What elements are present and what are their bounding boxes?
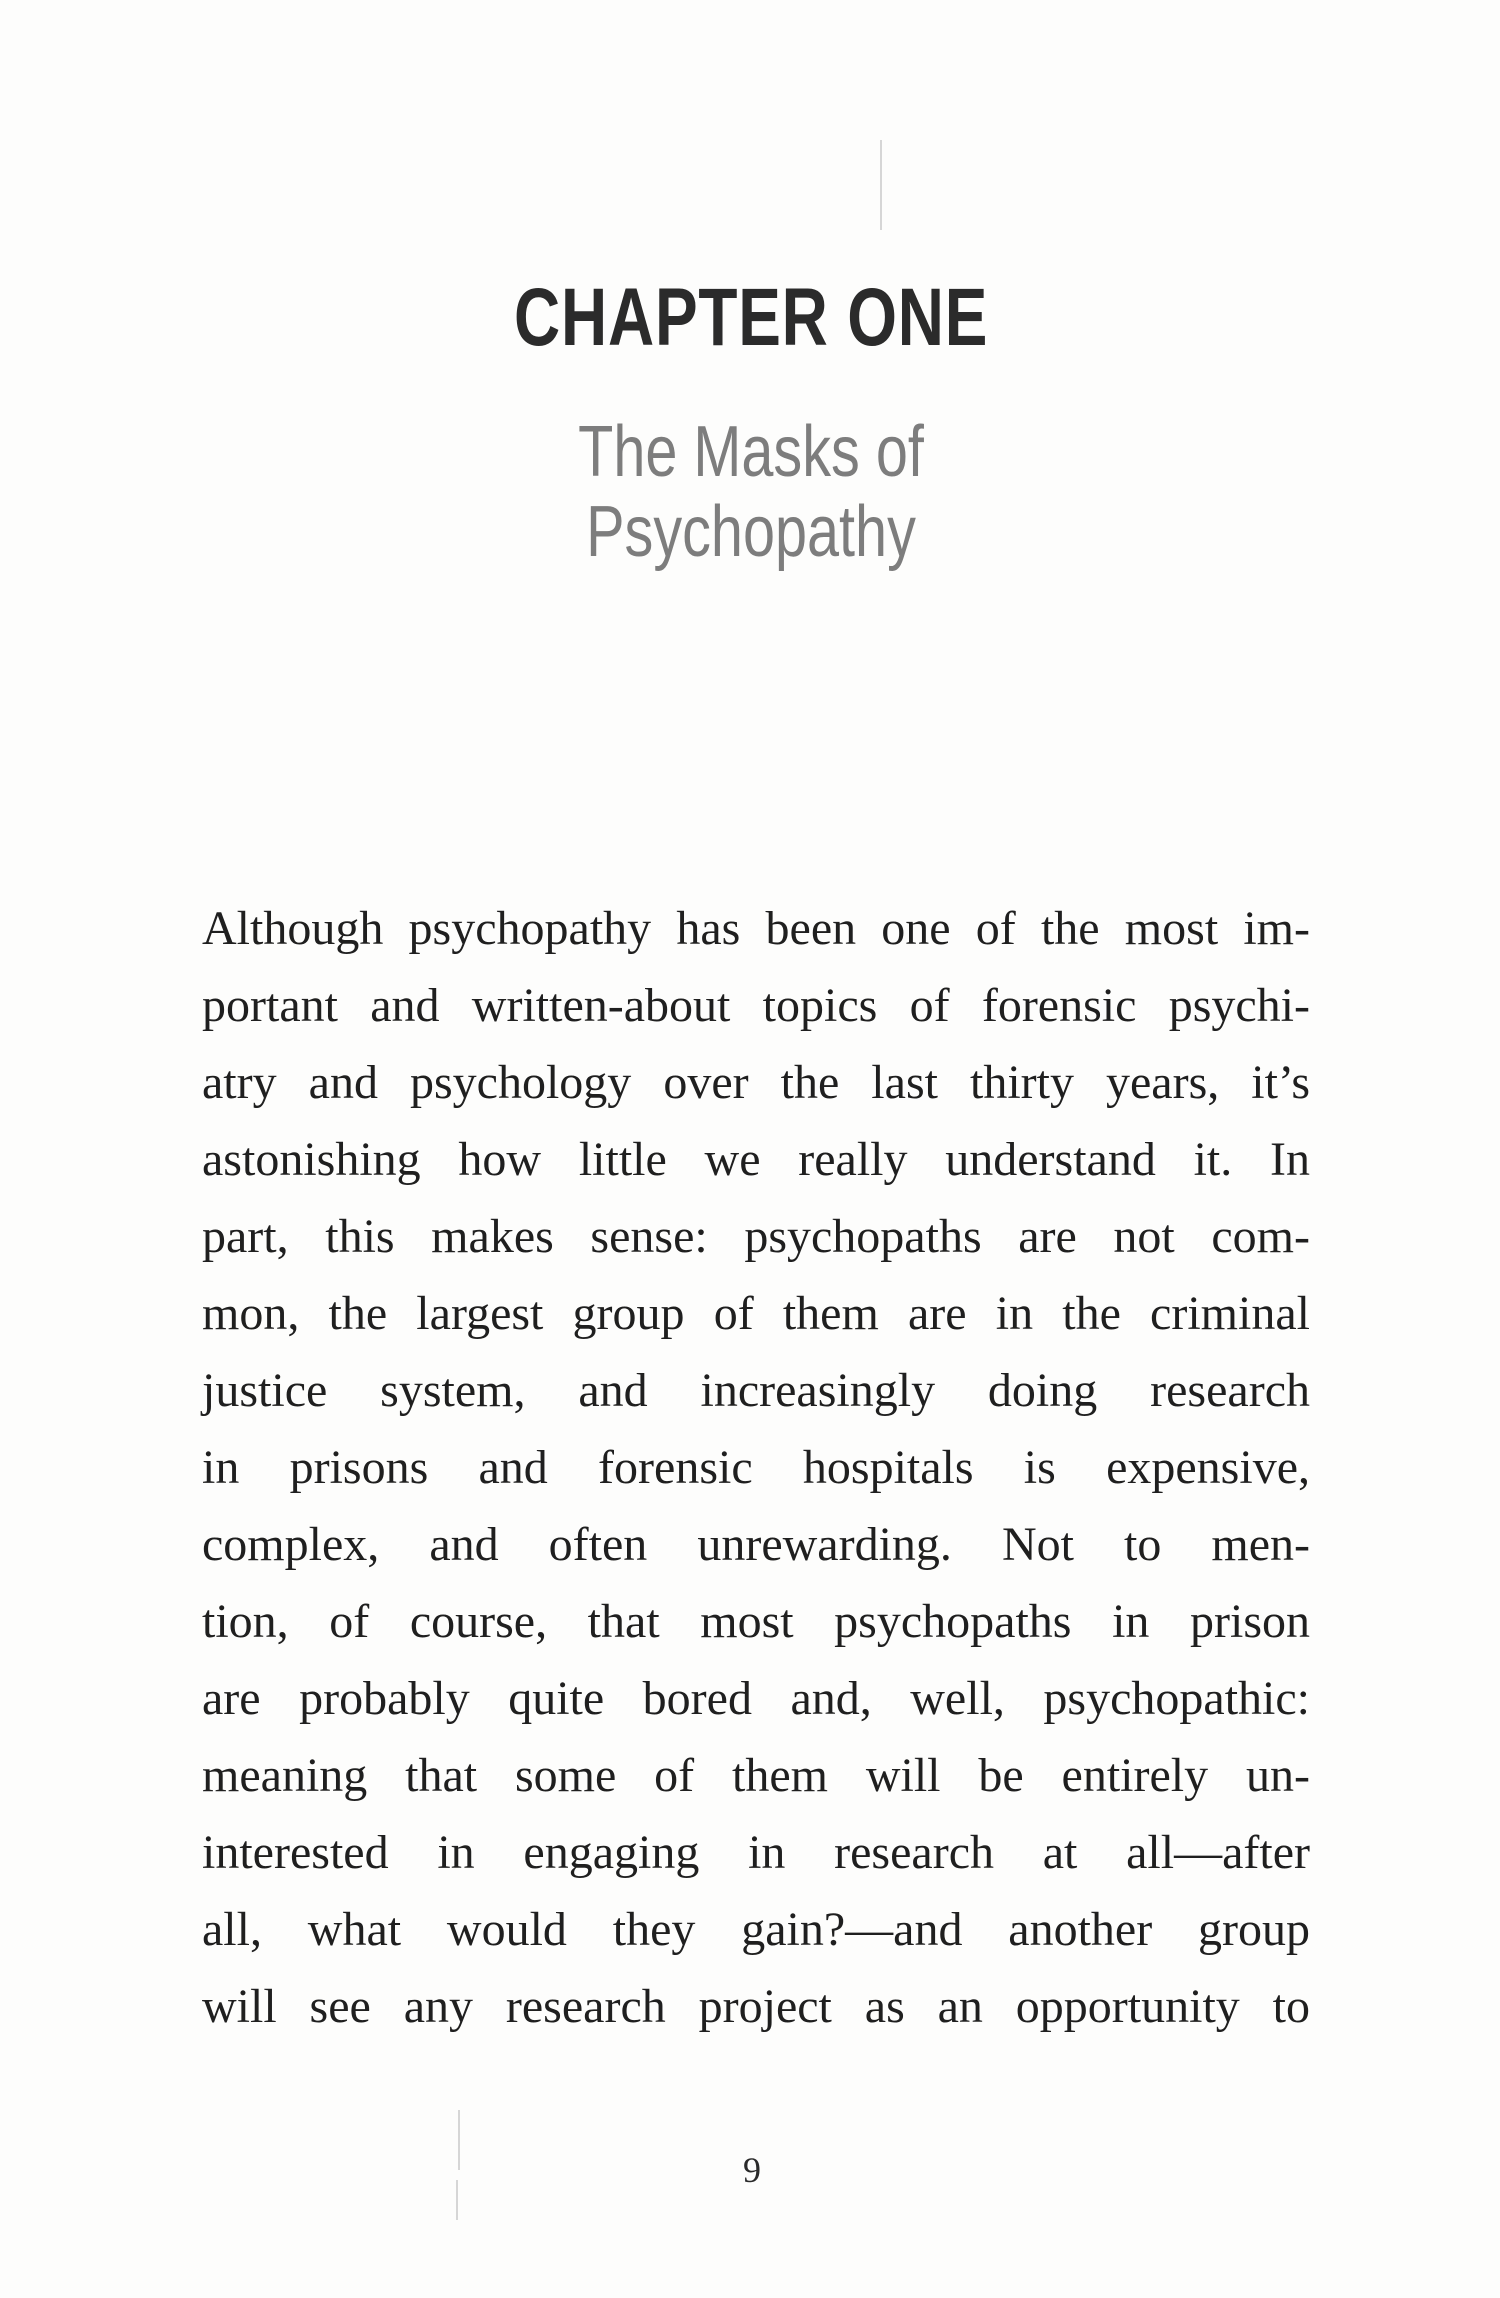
text-line: are probably quite bored and, well, psychopathic:	[202, 1672, 1310, 1725]
text-line: complex, and often unrewarding. Not to men-	[202, 1518, 1310, 1571]
text-line: tion, of course, that most psychopaths in prison	[202, 1595, 1310, 1648]
text-line: astonishing how little we really understand it. In	[202, 1133, 1310, 1186]
text-line: atry and psychology over the last thirty years, it’s	[202, 1056, 1310, 1109]
chapter-title-line: Psychopathy	[586, 492, 916, 572]
chapter-title	[151, 412, 1351, 572]
text-line: part, this makes sense: psychopaths are not com-	[202, 1210, 1310, 1263]
scan-mark	[456, 2180, 458, 2220]
text-line: in prisons and forensic hospitals is expensive,	[202, 1441, 1310, 1494]
text-line: meaning that some of them will be entirely un-	[202, 1749, 1310, 1802]
scan-mark	[880, 140, 882, 230]
chapter-title-line: The Masks of	[578, 412, 924, 492]
text-line: justice system, and increasingly doing research	[202, 1364, 1310, 1417]
text-line: mon, the largest group of them are in the criminal	[202, 1287, 1310, 1340]
chapter-label: CHAPTER ONE	[514, 272, 989, 363]
page-number: 9	[743, 2150, 761, 2190]
text-line: interested in engaging in research at all—after	[202, 1826, 1310, 1879]
text-line: all, what would they gain?—and another group	[202, 1903, 1310, 1956]
text-line: portant and written-about topics of forensic psychi-	[202, 979, 1310, 1032]
body-text	[202, 890, 1310, 2045]
text-line: Although psychopathy has been one of the most im-	[202, 902, 1310, 955]
text-line: will see any research project as an opportunity to	[202, 1980, 1310, 2033]
scan-mark	[458, 2110, 460, 2170]
